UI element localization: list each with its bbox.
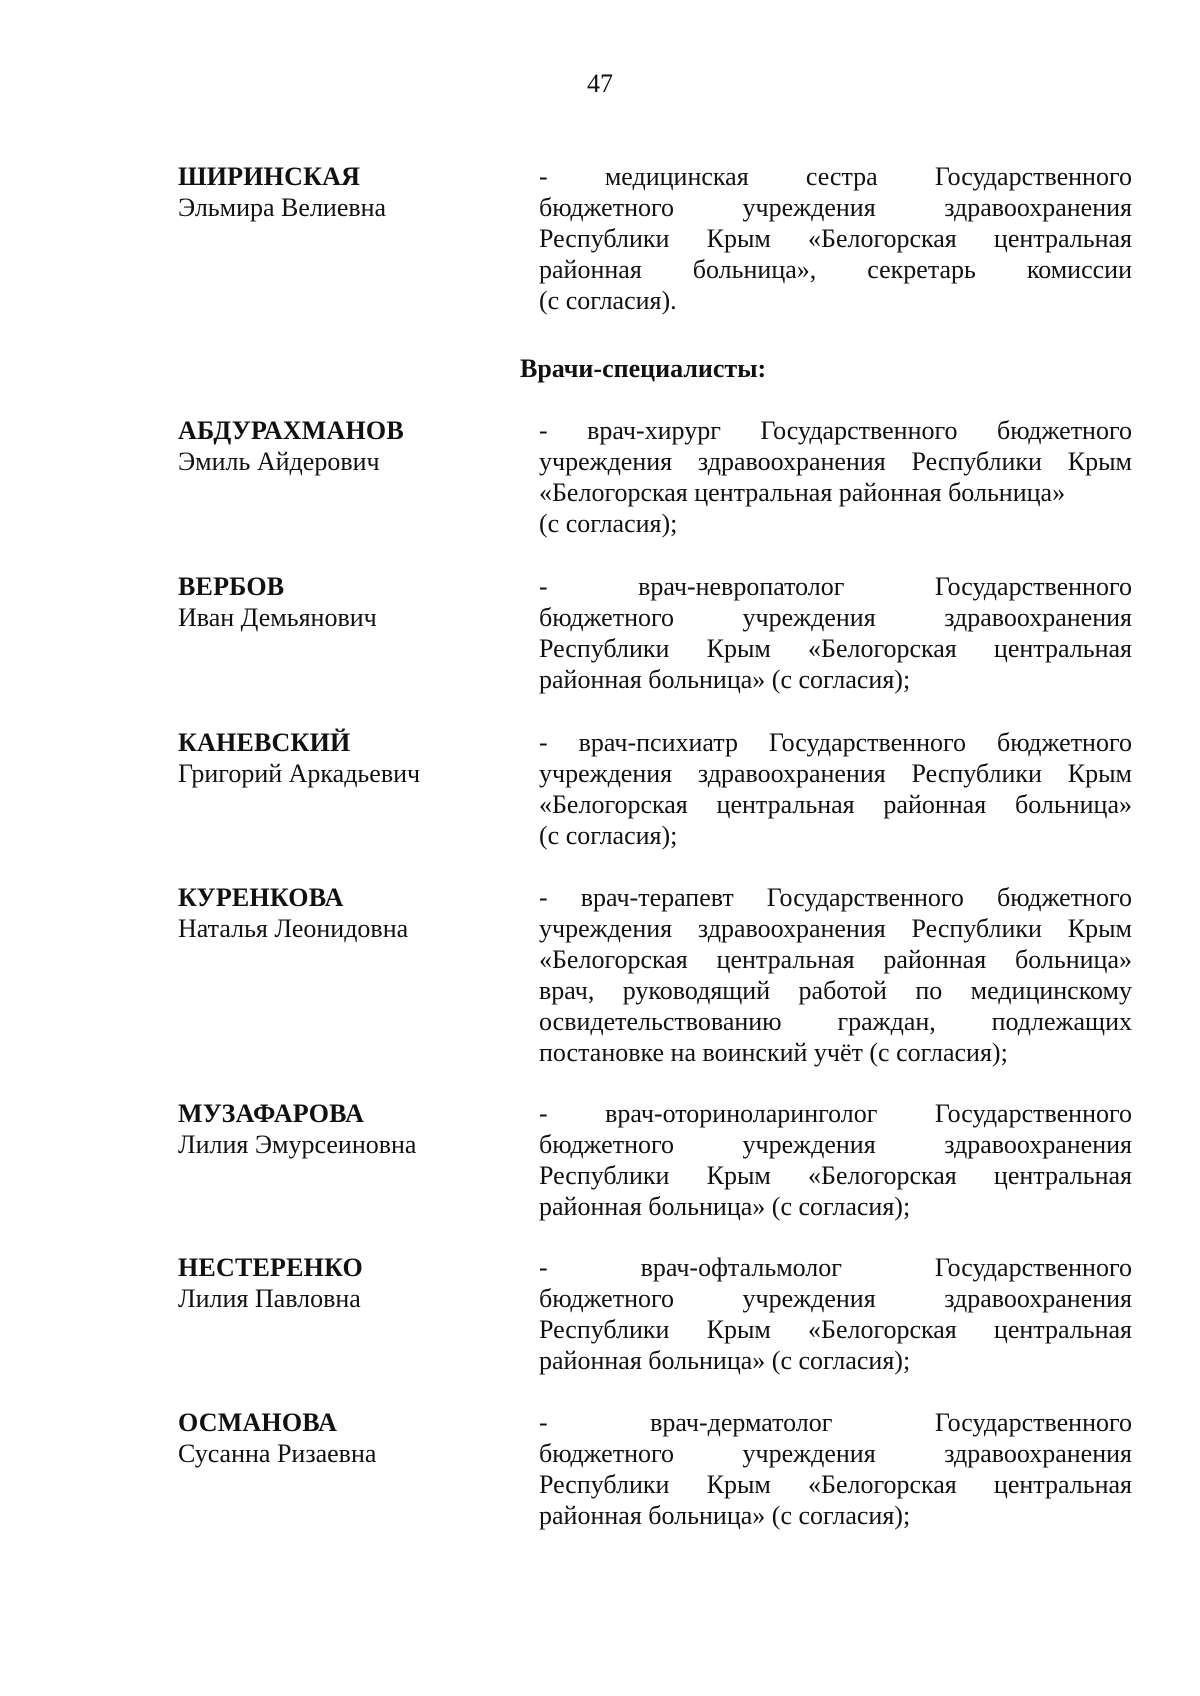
description-line: «Белогорская центральная районная больница» [539,790,1132,819]
description-line: - врач-офтальмолог Государственного [539,1253,1132,1282]
member-surname: КУРЕНКОВА [178,883,344,912]
description-line: - врач-оториноларинголог Государственного [539,1099,1132,1128]
section-heading: Врачи-специалисты: [520,354,767,383]
description-line: бюджетного учреждения здравоохранения [539,1130,1132,1159]
member-given-name: Лилия Павловна [178,1284,361,1313]
description-line: районная больница» (с согласия); [539,665,911,694]
member-name [178,415,508,477]
description-line: учреждения здравоохранения Республики Крым [539,914,1132,943]
member-role-description [539,1098,1132,1222]
description-line: врач, руководящий работой по медицинскому [539,976,1132,1005]
description-line: районная больница», секретарь комиссии [539,255,1132,284]
member-name [178,1098,508,1160]
description-line: - врач-психиатр Государственного бюджетного [539,728,1132,757]
description-line: «Белогорская центральная районная больница» [539,478,1066,507]
description-line: «Белогорская центральная районная больница» [539,945,1132,974]
description-line: (с согласия); [539,509,678,538]
member-surname: КАНЕВСКИЙ [178,728,351,757]
description-line: районная больница» (с согласия); [539,1501,911,1530]
member-given-name: Эльмира Велиевна [178,193,387,222]
member-role-description [539,727,1132,851]
description-line: постановке на воинский учёт (с согласия); [539,1038,1008,1067]
description-line: (с согласия). [539,286,677,315]
description-line: - врач-терапевт Государственного бюджетного [539,883,1132,912]
member-surname: ОСМАНОВА [178,1408,338,1437]
description-line: Республики Крым «Белогорская центральная [539,1161,1132,1190]
member-given-name: Сусанна Ризаевна [178,1439,377,1468]
member-given-name: Лилия Эмурсеиновна [178,1130,417,1159]
page-number: 47 [587,69,613,98]
member-given-name: Наталья Леонидовна [178,914,409,943]
member-role-description [539,571,1132,695]
member-surname: МУЗАФАРОВА [178,1099,365,1128]
description-line: бюджетного учреждения здравоохранения [539,1439,1132,1468]
description-line: Республики Крым «Белогорская центральная [539,1315,1132,1344]
description-line: - врач-дерматолог Государственного [539,1408,1132,1437]
member-surname: АБДУРАХМАНОВ [178,416,404,445]
member-role-description [539,161,1132,316]
description-line: Республики Крым «Белогорская центральная [539,224,1132,253]
description-line: - врач-невропатолог Государственного [539,572,1132,601]
description-line: бюджетного учреждения здравоохранения [539,1284,1132,1313]
member-surname: ВЕРБОВ [178,572,285,601]
description-line: - медицинская сестра Государственного [539,162,1132,191]
description-line: учреждения здравоохранения Республики Крым [539,447,1132,476]
member-given-name: Иван Демьянович [178,603,377,632]
member-role-description [539,415,1132,539]
description-line: Республики Крым «Белогорская центральная [539,634,1132,663]
member-role-description [539,882,1132,1068]
description-line: Республики Крым «Белогорская центральная [539,1470,1132,1499]
member-surname: НЕСТЕРЕНКО [178,1253,363,1282]
member-name [178,161,508,223]
member-name [178,727,508,789]
description-line: - врач-хирург Государственного бюджетного [539,416,1132,445]
member-surname: ШИРИНСКАЯ [178,162,361,191]
member-name [178,571,508,633]
member-role-description [539,1407,1132,1531]
member-name [178,1252,508,1314]
description-line: бюджетного учреждения здравоохранения [539,603,1132,632]
member-name [178,882,508,944]
description-line: районная больница» (с согласия); [539,1192,911,1221]
member-name [178,1407,508,1469]
member-given-name: Григорий Аркадьевич [178,759,421,788]
member-given-name: Эмиль Айдерович [178,447,380,476]
description-line: учреждения здравоохранения Республики Крым [539,759,1132,788]
description-line: бюджетного учреждения здравоохранения [539,193,1132,222]
member-role-description [539,1252,1132,1376]
description-line: освидетельствованию граждан, подлежащих [539,1007,1132,1036]
description-line: (с согласия); [539,821,678,850]
description-line: районная больница» (с согласия); [539,1346,911,1375]
